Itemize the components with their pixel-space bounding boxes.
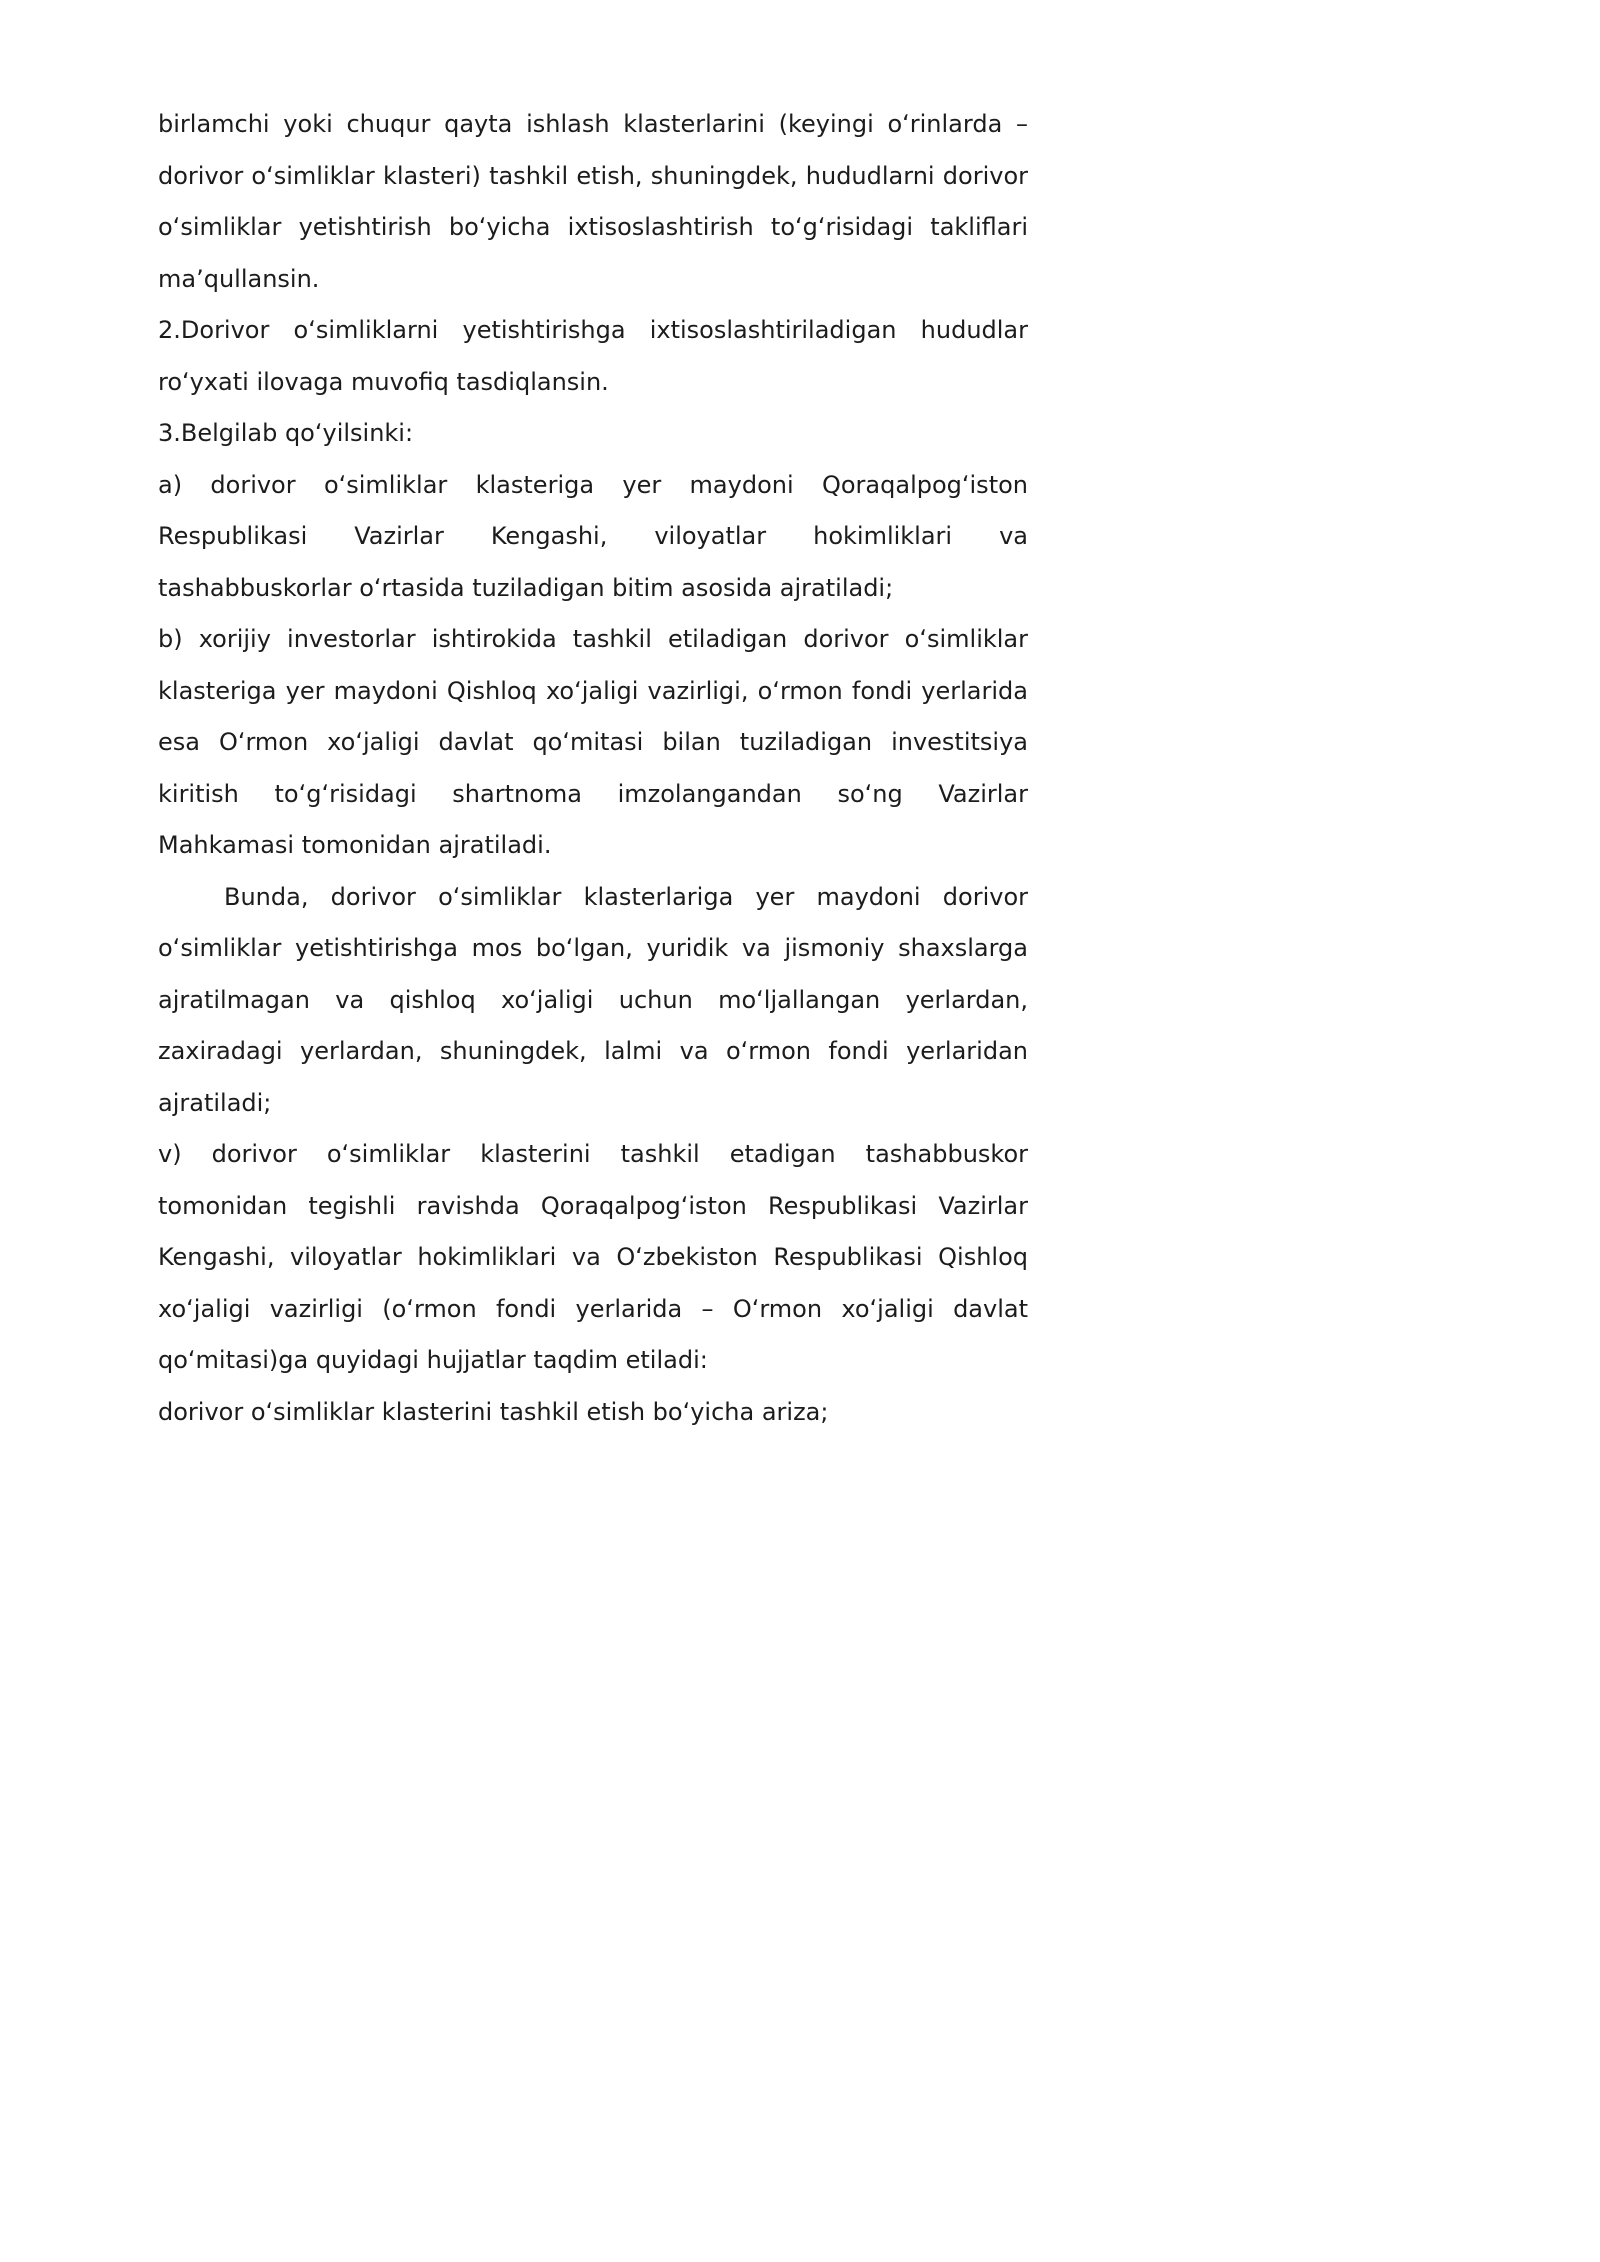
document-body <box>158 99 1028 1438</box>
paragraph-clusters-approval: birlamchi yoki chuqur qayta ishlash klasterlarini (keyingi oʻrinlarda – dorivor oʻsimliklar klasteri) tashkil etish, shuningdek, hududlarni dorivor oʻsimliklar yetishtirish boʻyicha ixtisoslashtirish toʻgʻrisidagi takliflari maʼqullansin. <box>158 110 1028 293</box>
paragraph-land-allocation-note: Bunda, dorivor oʻsimliklar klasterlariga yer maydoni dorivor oʻsimliklar yetishtirishga mos boʻlgan, yuridik va jismoniy shaxslarga ajratilmagan va qishloq xoʻjaligi uchun moʻljallangan yerlardan, zaxiradagi yerlardan, shuningdek, lalmi va oʻrmon fondi yerlaridan ajratiladi; <box>158 882 1028 1117</box>
paragraph-subitem-b: b) xorijiy investorlar ishtirokida tashkil etiladigan dorivor oʻsimliklar klasteriga yer maydoni Qishloq xoʻjaligi vazirligi, oʻrmon fondi yerlarida esa Oʻrmon xoʻjaligi davlat qoʻmitasi bilan tuziladigan investitsiya kiritish toʻgʻrisidagi shartnoma imzolangandan soʻng Vazirlar Mahkamasi tomonidan ajratiladi. <box>158 625 1028 859</box>
paragraph-subitem-v: v) dorivor oʻsimliklar klasterini tashkil etadigan tashabbuskor tomonidan tegishli ravishda Qoraqalpogʻiston Respublikasi Vazirlar Kengashi, viloyatlar hokimliklari va Oʻzbekiston Respublikasi Qishloq xoʻjaligi vazirligi (oʻrmon fondi yerlarida – Oʻrmon xoʻjaligi davlat qoʻmitasi)ga quyidagi hujjatlar taqdim etiladi: <box>158 1140 1028 1374</box>
paragraph-item-3-heading: 3.Belgilab qoʻyilsinki: <box>158 419 414 447</box>
paragraph-subitem-a: a) dorivor oʻsimliklar klasteriga yer maydoni Qoraqalpogʻiston Respublikasi Vazirlar Kengashi, viloyatlar hokimliklari va tashabbuskorlar oʻrtasida tuziladigan bitim asosida ajratiladi; <box>158 470 1028 602</box>
paragraph-application-item: dorivor oʻsimliklar klasterini tashkil etish boʻyicha ariza; <box>158 1397 829 1426</box>
document-page <box>0 0 1100 1555</box>
paragraph-item-2-regions-list: 2.Dorivor oʻsimliklarni yetishtirishga ixtisoslashtiriladigan hududlar roʻyxati ilovaga muvofiq tasdiqlansin. <box>158 316 1028 396</box>
